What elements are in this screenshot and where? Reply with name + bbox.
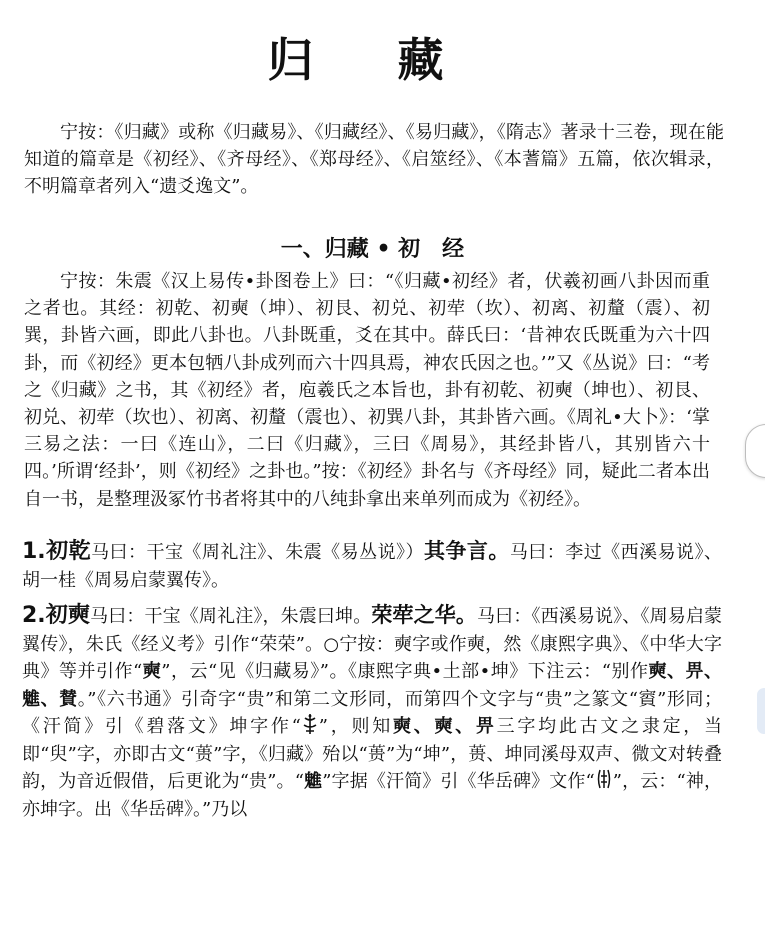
entry-text: ”，云“见《归藏易》”。《康熙字典•土部•坤》下注云：“别作 bbox=[161, 661, 649, 682]
entry-text: 马曰：《西溪易说》、《周易启蒙翼传》，朱氏《经义考》引作“荣荣”。○宁按：奭字或作 bbox=[22, 606, 723, 655]
entry-2 bbox=[22, 601, 722, 823]
entry-1 bbox=[22, 537, 722, 594]
entry-source: 马曰：干宝《周礼注》，朱震曰坤。 bbox=[90, 606, 372, 627]
ancient-shen-glyph-icon bbox=[595, 768, 613, 790]
entry-source: 马曰：干宝《周礼注》、朱震《易丛说》） bbox=[91, 542, 424, 563]
variant-glyph: 畀、 bbox=[685, 661, 723, 682]
entry-head: 初奭 bbox=[45, 602, 91, 628]
variant-glyph: 奭、 bbox=[648, 661, 686, 682]
entry-text: ”，则知 bbox=[318, 716, 393, 737]
entry-text: 三字均此古文之隶定，当即“臾”字，亦即古文“蒉”字，《归藏》殆以“蒉”为“坤”，蒉、坤同溪母双声、微文对转叠韵，为音近假借，后更讹为“贵”。“ bbox=[22, 716, 723, 792]
entry-quote: 荣荦之华。 bbox=[371, 602, 478, 627]
entry-text: 奭，然《康熙字典》、《中华大字典》等并引作“ bbox=[22, 633, 723, 682]
entry-number: 1. bbox=[22, 539, 46, 564]
page-title: 归 藏 bbox=[267, 33, 478, 87]
variant-glyph: 畀 bbox=[475, 716, 497, 737]
seal-script-glyph: 賨 bbox=[637, 688, 658, 710]
entry-source: 马曰：李过《西溪易说》、胡一桂《周易启蒙翼传》。 bbox=[22, 542, 722, 591]
entry-quote: 其争言。 bbox=[423, 538, 510, 563]
ancient-kun-glyph-icon bbox=[301, 713, 319, 735]
page-turn-handle[interactable] bbox=[745, 424, 765, 478]
entry-text: ”形同；《汗简》引《碧落文》坤字作“ bbox=[22, 688, 723, 737]
section-note: 宁按：朱震《汉上易传•卦图卷上》曰：“《归藏•初经》者，伏羲初画八卦因而重之者也。其经：初乾、初奭（坤）、初艮、初兑、初荦（坎）、初离、初釐（震）、初巽，卦皆六画，即此八卦也。八卦既重，爻在其中。薛氏曰：‘昔神农氏既重为六十四卦，而《初经》更本包牺八卦成列而六十四具焉，神农氏因之也。’”又《丛说》曰：“考之《归藏》之书，其《初经》者，庖羲氏之本旨也，卦有初乾、初奭（坤也）、初艮、初兑、初荦（坎也）、初离、初釐（震也）、初巽八卦，其卦皆六画。《周礼•大卜》：‘掌三易之法：一曰《连山》，二曰《归藏》，三曰《周易》，其经卦皆八，其别皆六十四。’所谓‘经卦’，则《初经》之卦也。”按：《初经》卦名与《齐母经》同，疑此二者本出自一书，是整理汲冢竹书者将其中的八纯卦拿出来单列而成为《初经》。 bbox=[24, 271, 710, 510]
section-heading: 一、归藏 • 初 经 bbox=[280, 236, 465, 262]
entry-text: 。”《六书通》引奇字“贵”和第二文形同，而第四个文字与“贵”之篆文“ bbox=[77, 688, 638, 710]
variant-glyph: 賛 bbox=[59, 688, 78, 710]
variant-glyph: 魋 bbox=[303, 771, 323, 792]
intro-paragraph: 宁按：《归藏》或称《归藏易》、《归藏经》、《易归藏》，《隋志》著录十三卷，现在能知道的篇章是《初经》、《齐母经》、《郑母经》、《启筮经》、《本蓍篇》五篇，依次辑录，不明篇章者列入“遗爻逸文”。 bbox=[24, 122, 724, 197]
variant-glyph: 奭、 bbox=[392, 716, 435, 737]
entry-head: 初乾 bbox=[45, 538, 92, 564]
variant-glyph: 魋、 bbox=[22, 688, 60, 710]
entry-number: 2. bbox=[22, 603, 46, 628]
entry-text: ”，云：“神，亦坤字。出《华岳碑》。”乃以 bbox=[22, 771, 723, 820]
scroll-indicator[interactable] bbox=[757, 688, 765, 734]
entry-text: ”字据《汗简》引《华岳碑》文作“ bbox=[322, 771, 595, 792]
variant-glyph: 奭、 bbox=[434, 716, 476, 737]
variant-glyph: 奭 bbox=[142, 661, 162, 682]
